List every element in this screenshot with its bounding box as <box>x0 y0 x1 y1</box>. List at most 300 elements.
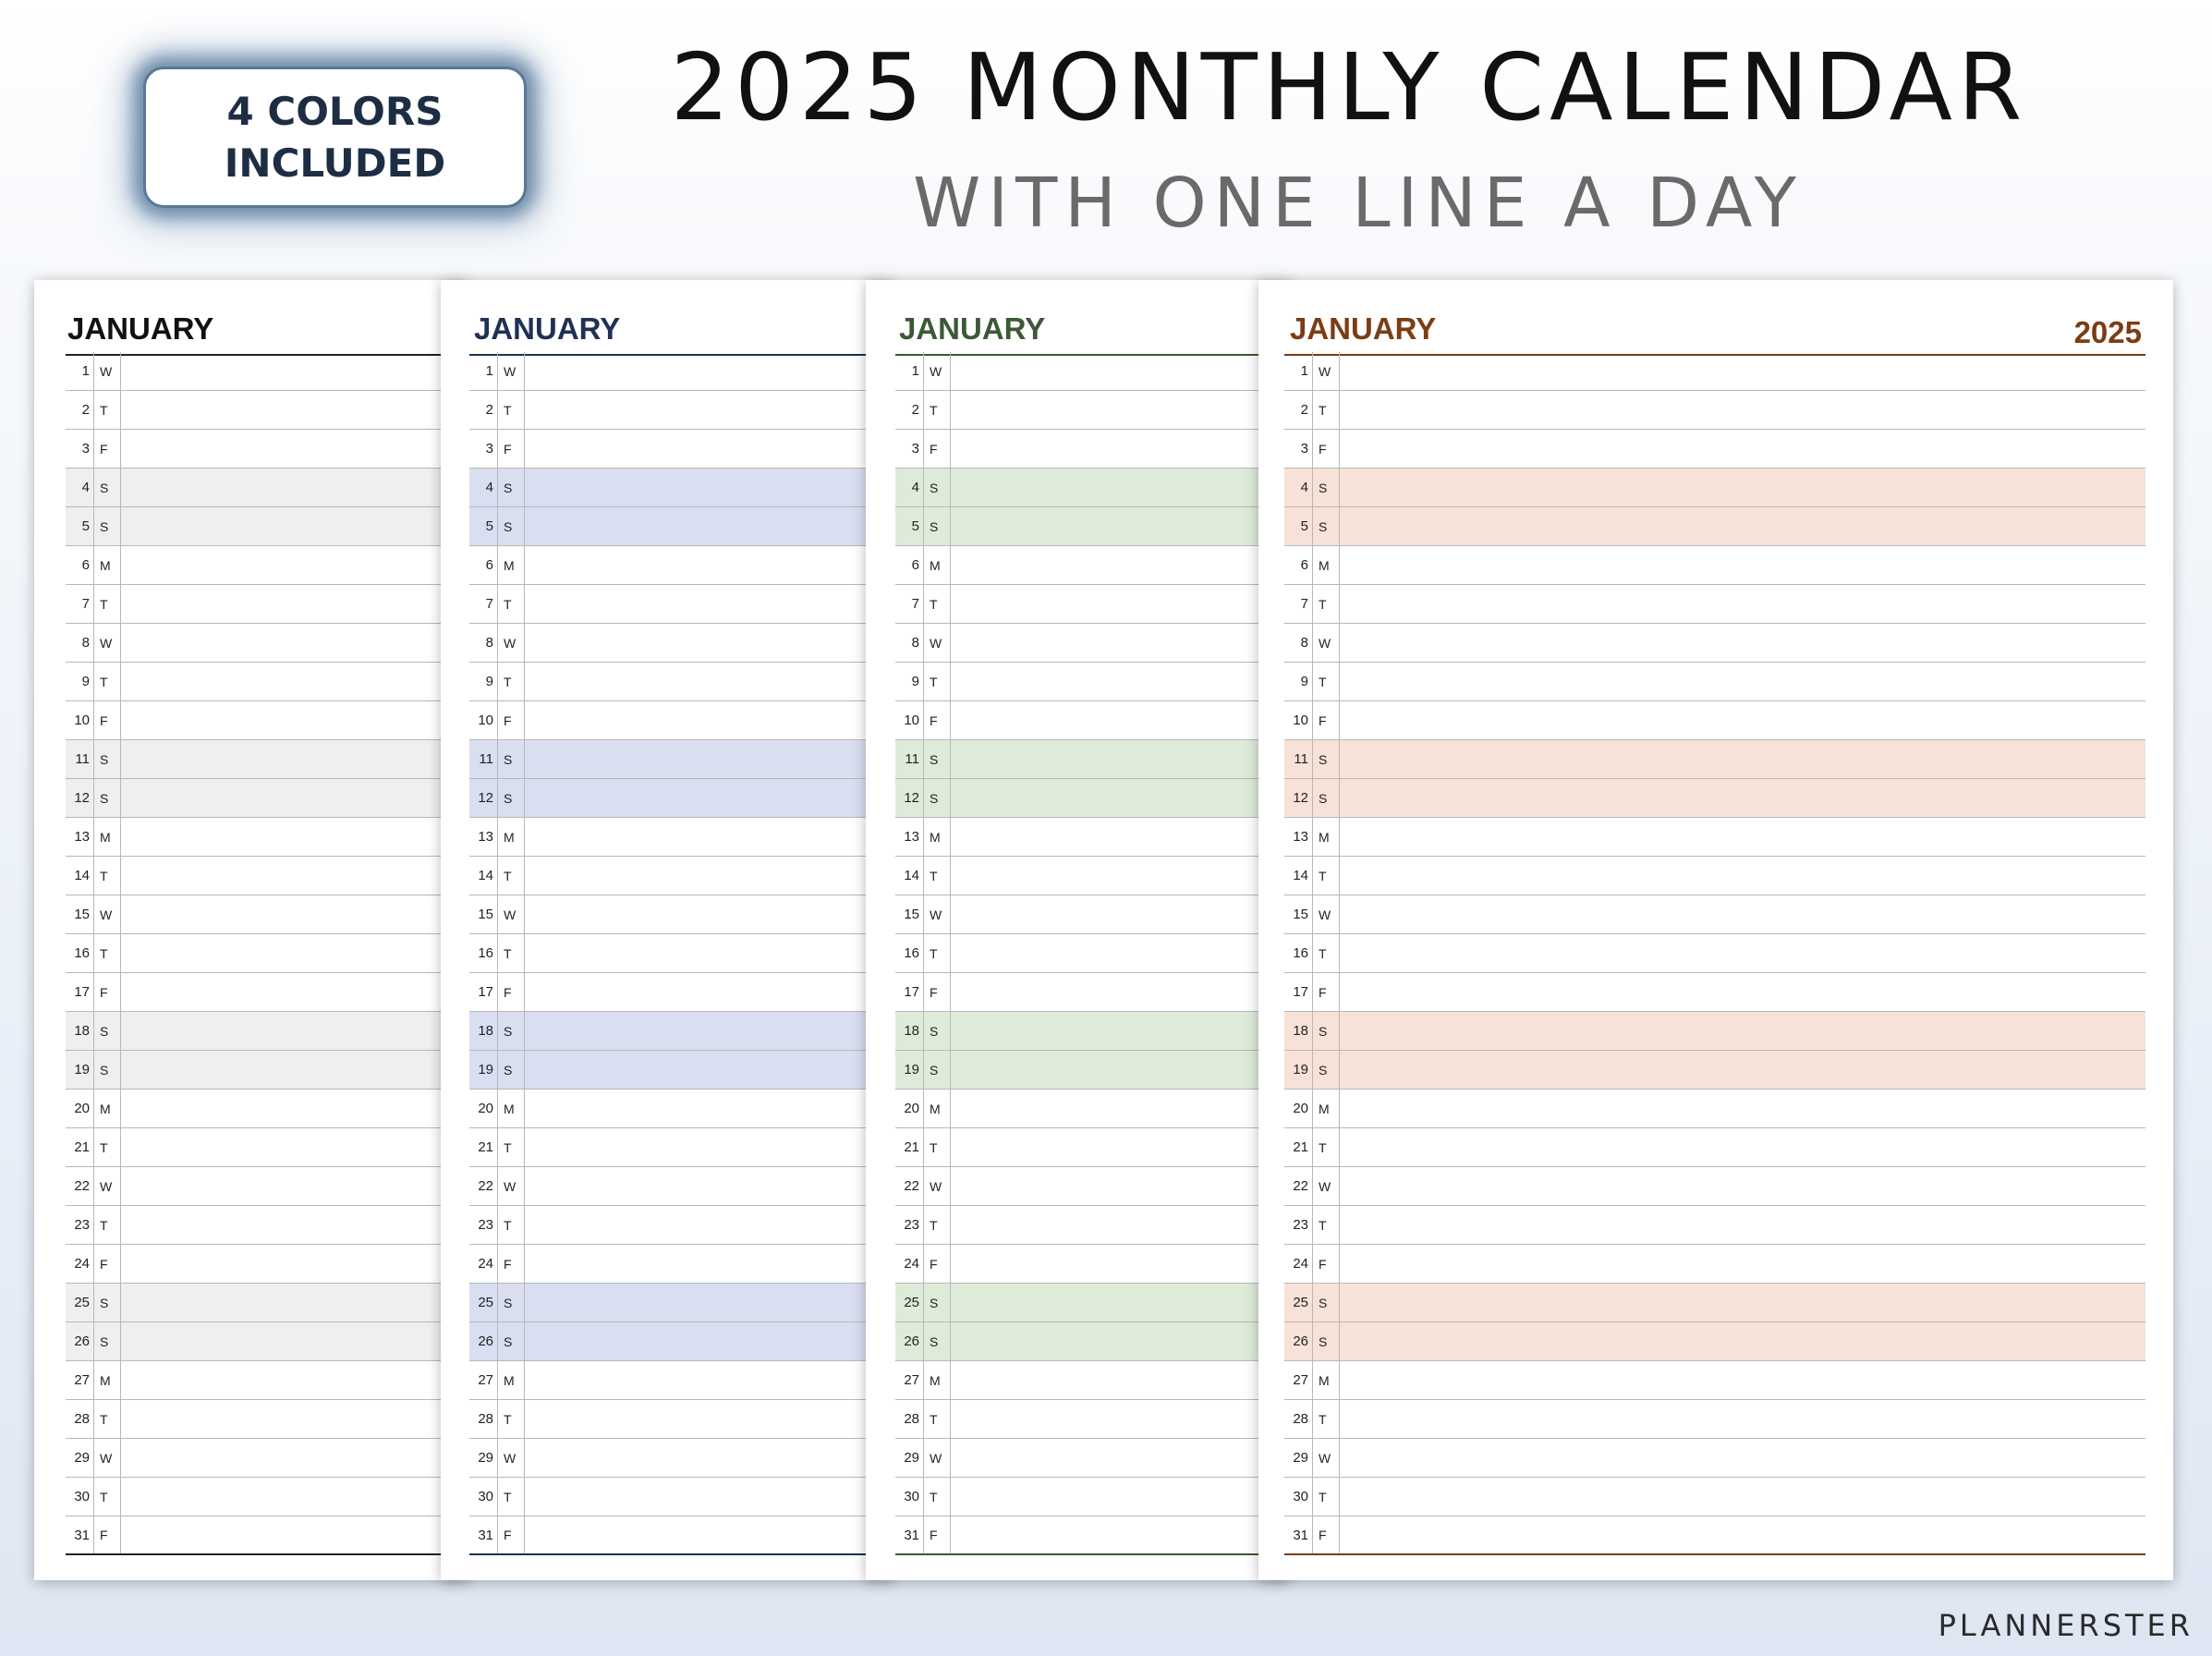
day-row <box>895 740 1291 779</box>
weekday-letter: T <box>1312 934 1340 972</box>
writing-line[interactable] <box>1340 779 2145 817</box>
day-number: 21 <box>478 1139 493 1155</box>
day-row <box>895 1128 1291 1167</box>
writing-line[interactable] <box>951 352 1291 390</box>
weekday-letter: W <box>93 352 121 390</box>
weekday-letter: W <box>497 1439 525 1477</box>
day-number: 31 <box>1293 1527 1308 1543</box>
writing-line[interactable] <box>951 701 1291 739</box>
day-number: 9 <box>911 674 919 689</box>
writing-line[interactable] <box>951 895 1291 933</box>
writing-line[interactable] <box>121 624 468 662</box>
day-number: 7 <box>485 596 493 612</box>
writing-line[interactable] <box>525 740 893 778</box>
weekday-letter: T <box>93 1128 121 1166</box>
writing-line[interactable] <box>121 1516 468 1553</box>
writing-line[interactable] <box>1340 546 2145 584</box>
day-row <box>895 895 1291 934</box>
day-number: 13 <box>74 829 90 845</box>
day-row <box>66 624 468 663</box>
day-number: 29 <box>74 1450 90 1466</box>
day-number: 30 <box>904 1489 919 1504</box>
day-row <box>895 1051 1291 1090</box>
writing-line[interactable] <box>121 507 468 545</box>
writing-line[interactable] <box>1340 1128 2145 1166</box>
writing-line[interactable] <box>525 1439 893 1477</box>
weekday-letter: M <box>93 546 121 584</box>
weekday-letter: T <box>497 1478 525 1516</box>
weekday-letter: S <box>923 779 951 817</box>
writing-line[interactable] <box>1340 585 2145 623</box>
day-row <box>66 1284 468 1322</box>
writing-line[interactable] <box>525 1322 893 1360</box>
day-row <box>469 818 893 857</box>
month-title: JANUARY <box>899 311 1046 346</box>
writing-line[interactable] <box>951 1400 1291 1438</box>
writing-line[interactable] <box>1340 934 2145 972</box>
day-number: 18 <box>74 1023 90 1039</box>
writing-line[interactable] <box>121 934 468 972</box>
writing-line[interactable] <box>951 934 1291 972</box>
weekday-letter: S <box>93 1322 121 1360</box>
writing-line[interactable] <box>951 1128 1291 1166</box>
day-number: 4 <box>81 480 90 495</box>
weekday-letter: S <box>923 1012 951 1050</box>
day-row <box>66 546 468 585</box>
day-number: 17 <box>478 984 493 1000</box>
writing-line[interactable] <box>1340 352 2145 390</box>
weekday-letter: T <box>93 1478 121 1516</box>
writing-line[interactable] <box>1340 857 2145 895</box>
writing-line[interactable] <box>951 430 1291 468</box>
weekday-letter: M <box>497 546 525 584</box>
writing-line[interactable] <box>951 1478 1291 1516</box>
day-number: 24 <box>74 1256 90 1272</box>
day-number: 25 <box>74 1295 90 1310</box>
weekday-letter: T <box>93 663 121 700</box>
writing-line[interactable] <box>951 1284 1291 1321</box>
day-number: 12 <box>1293 790 1308 806</box>
day-number: 26 <box>904 1333 919 1349</box>
writing-line[interactable] <box>1340 469 2145 506</box>
day-number: 5 <box>1300 518 1308 534</box>
writing-line[interactable] <box>1340 895 2145 933</box>
day-row <box>1284 546 2145 585</box>
day-number: 24 <box>904 1256 919 1272</box>
day-row <box>1284 1439 2145 1478</box>
day-number: 30 <box>1293 1489 1308 1504</box>
day-number: 4 <box>1300 480 1308 495</box>
writing-line[interactable] <box>121 1245 468 1283</box>
weekday-letter: F <box>923 973 951 1011</box>
day-row <box>66 1128 468 1167</box>
day-number: 9 <box>1300 674 1308 689</box>
writing-line[interactable] <box>121 546 468 584</box>
weekday-letter: T <box>1312 391 1340 429</box>
writing-line[interactable] <box>1340 1167 2145 1205</box>
writing-line[interactable] <box>951 585 1291 623</box>
weekday-letter: M <box>93 1090 121 1127</box>
day-number: 15 <box>904 907 919 922</box>
day-number: 5 <box>485 518 493 534</box>
weekday-letter: T <box>1312 1478 1340 1516</box>
writing-line[interactable] <box>951 663 1291 700</box>
weekday-letter: T <box>497 585 525 623</box>
weekday-letter: W <box>1312 1167 1340 1205</box>
weekday-letter: T <box>1312 857 1340 895</box>
day-number: 22 <box>478 1178 493 1194</box>
day-row <box>469 1051 893 1090</box>
day-row <box>1284 1478 2145 1516</box>
writing-line[interactable] <box>951 857 1291 895</box>
day-row <box>895 546 1291 585</box>
writing-line[interactable] <box>121 973 468 1011</box>
weekday-letter: T <box>923 585 951 623</box>
weekday-letter: T <box>497 934 525 972</box>
day-number: 21 <box>74 1139 90 1155</box>
sheet-header <box>1284 306 2145 356</box>
writing-line[interactable] <box>121 779 468 817</box>
writing-line[interactable] <box>121 1090 468 1127</box>
month-title: JANUARY <box>474 311 621 346</box>
weekday-letter: F <box>497 430 525 468</box>
writing-line[interactable] <box>525 895 893 933</box>
calendar-sheet-blue <box>441 280 893 1580</box>
weekday-letter: F <box>93 430 121 468</box>
writing-line[interactable] <box>525 1400 893 1438</box>
writing-line[interactable] <box>1340 1051 2145 1089</box>
day-row <box>469 546 893 585</box>
day-row <box>66 818 468 857</box>
day-number: 26 <box>1293 1333 1308 1349</box>
writing-line[interactable] <box>951 1322 1291 1360</box>
writing-line[interactable] <box>1340 1245 2145 1283</box>
day-number: 17 <box>904 984 919 1000</box>
writing-line[interactable] <box>525 391 893 429</box>
weekday-letter: S <box>1312 740 1340 778</box>
weekday-letter: S <box>497 1284 525 1321</box>
day-number: 6 <box>81 557 90 573</box>
day-row <box>1284 1128 2145 1167</box>
page-title: 2025 MONTHLY CALENDAR <box>670 33 2028 141</box>
day-number: 27 <box>74 1372 90 1388</box>
badge-line-2: INCLUDED <box>224 140 446 186</box>
writing-line[interactable] <box>121 391 468 429</box>
writing-line[interactable] <box>1340 740 2145 778</box>
day-number: 22 <box>74 1178 90 1194</box>
writing-line[interactable] <box>951 740 1291 778</box>
day-row <box>895 1206 1291 1245</box>
weekday-letter: T <box>1312 1128 1340 1166</box>
day-number: 14 <box>904 868 919 883</box>
writing-line[interactable] <box>1340 391 2145 429</box>
day-row <box>1284 857 2145 895</box>
day-number: 12 <box>74 790 90 806</box>
day-row <box>1284 1400 2145 1439</box>
day-row <box>469 1090 893 1128</box>
writing-line[interactable] <box>951 1361 1291 1399</box>
badge-line-1: 4 COLORS <box>226 88 444 134</box>
day-row <box>66 1516 468 1555</box>
writing-line[interactable] <box>525 663 893 700</box>
day-row <box>66 934 468 973</box>
day-row <box>66 1051 468 1090</box>
day-row <box>895 1516 1291 1555</box>
day-row <box>469 1400 893 1439</box>
writing-line[interactable] <box>525 352 893 390</box>
day-row <box>895 973 1291 1012</box>
writing-line[interactable] <box>1340 701 2145 739</box>
writing-line[interactable] <box>121 895 468 933</box>
writing-line[interactable] <box>1340 507 2145 545</box>
day-number: 28 <box>904 1411 919 1427</box>
writing-line[interactable] <box>951 1090 1291 1127</box>
writing-line[interactable] <box>951 624 1291 662</box>
weekday-letter: T <box>923 934 951 972</box>
writing-line[interactable] <box>121 818 468 856</box>
writing-line[interactable] <box>121 430 468 468</box>
weekday-letter: T <box>1312 663 1340 700</box>
day-number: 19 <box>904 1062 919 1078</box>
writing-line[interactable] <box>1340 624 2145 662</box>
writing-line[interactable] <box>121 352 468 390</box>
day-number: 10 <box>904 712 919 728</box>
weekday-letter: M <box>923 1090 951 1127</box>
writing-line[interactable] <box>121 1284 468 1321</box>
day-row <box>469 895 893 934</box>
writing-line[interactable] <box>1340 1284 2145 1321</box>
writing-line[interactable] <box>525 507 893 545</box>
writing-line[interactable] <box>525 973 893 1011</box>
writing-line[interactable] <box>951 973 1291 1011</box>
writing-line[interactable] <box>951 1206 1291 1244</box>
writing-line[interactable] <box>525 1206 893 1244</box>
weekday-letter: F <box>923 430 951 468</box>
weekday-letter: T <box>923 857 951 895</box>
writing-line[interactable] <box>525 857 893 895</box>
writing-line[interactable] <box>525 934 893 972</box>
writing-line[interactable] <box>121 701 468 739</box>
weekday-letter: S <box>1312 1284 1340 1321</box>
day-row <box>895 352 1291 391</box>
weekday-letter: S <box>497 1322 525 1360</box>
day-number: 22 <box>904 1178 919 1194</box>
day-number: 18 <box>478 1023 493 1039</box>
writing-line[interactable] <box>1340 1516 2145 1553</box>
writing-line[interactable] <box>121 1322 468 1360</box>
day-number: 13 <box>904 829 919 845</box>
writing-line[interactable] <box>1340 1400 2145 1438</box>
day-number: 13 <box>1293 829 1308 845</box>
writing-line[interactable] <box>525 546 893 584</box>
day-row <box>66 740 468 779</box>
writing-line[interactable] <box>1340 1012 2145 1050</box>
weekday-letter: W <box>93 1167 121 1205</box>
writing-line[interactable] <box>951 507 1291 545</box>
writing-line[interactable] <box>121 1361 468 1399</box>
writing-line[interactable] <box>951 1051 1291 1089</box>
weekday-letter: S <box>93 740 121 778</box>
day-number: 31 <box>478 1527 493 1543</box>
writing-line[interactable] <box>121 1478 468 1516</box>
writing-line[interactable] <box>525 1167 893 1205</box>
weekday-letter: F <box>1312 973 1340 1011</box>
writing-line[interactable] <box>951 391 1291 429</box>
writing-line[interactable] <box>525 1361 893 1399</box>
writing-line[interactable] <box>1340 1478 2145 1516</box>
weekday-letter: S <box>497 779 525 817</box>
weekday-letter: W <box>923 352 951 390</box>
day-number: 25 <box>1293 1295 1308 1310</box>
writing-line[interactable] <box>121 469 468 506</box>
brand-logo-text: PLANNERSTER <box>1938 1608 2194 1643</box>
day-row <box>66 973 468 1012</box>
day-row <box>469 1167 893 1206</box>
day-number: 8 <box>911 635 919 651</box>
day-rows <box>469 352 893 1555</box>
day-row <box>1284 1051 2145 1090</box>
weekday-letter: M <box>1312 1361 1340 1399</box>
day-number: 15 <box>478 907 493 922</box>
day-row <box>1284 1322 2145 1361</box>
writing-line[interactable] <box>121 663 468 700</box>
writing-line[interactable] <box>951 469 1291 506</box>
day-row <box>895 624 1291 663</box>
weekday-letter: W <box>497 1167 525 1205</box>
day-number: 17 <box>74 984 90 1000</box>
day-number: 21 <box>904 1139 919 1155</box>
writing-line[interactable] <box>121 1167 468 1205</box>
day-number: 8 <box>485 635 493 651</box>
writing-line[interactable] <box>121 1206 468 1244</box>
writing-line[interactable] <box>525 701 893 739</box>
weekday-letter: T <box>497 857 525 895</box>
writing-line[interactable] <box>1340 973 2145 1011</box>
writing-line[interactable] <box>525 1128 893 1166</box>
writing-line[interactable] <box>951 1167 1291 1205</box>
weekday-letter: W <box>1312 624 1340 662</box>
writing-line[interactable] <box>951 1245 1291 1283</box>
writing-line[interactable] <box>951 546 1291 584</box>
writing-line[interactable] <box>1340 430 2145 468</box>
writing-line[interactable] <box>121 1400 468 1438</box>
writing-line[interactable] <box>525 818 893 856</box>
writing-line[interactable] <box>1340 1322 2145 1360</box>
weekday-letter: F <box>93 1516 121 1553</box>
weekday-letter: S <box>93 469 121 506</box>
day-row <box>66 1167 468 1206</box>
weekday-letter: F <box>497 973 525 1011</box>
weekday-letter: T <box>923 663 951 700</box>
weekday-letter: M <box>923 546 951 584</box>
day-row <box>469 973 893 1012</box>
day-row <box>469 934 893 973</box>
writing-line[interactable] <box>1340 1439 2145 1477</box>
writing-line[interactable] <box>525 1245 893 1283</box>
day-row <box>895 1322 1291 1361</box>
day-row <box>895 585 1291 624</box>
writing-line[interactable] <box>525 1516 893 1553</box>
day-row <box>895 469 1291 507</box>
weekday-letter: T <box>497 1400 525 1438</box>
writing-line[interactable] <box>121 1012 468 1050</box>
writing-line[interactable] <box>525 585 893 623</box>
writing-line[interactable] <box>121 1051 468 1089</box>
calendar-sheet-green <box>866 280 1291 1580</box>
day-row <box>895 1012 1291 1051</box>
weekday-letter: W <box>93 1439 121 1477</box>
writing-line[interactable] <box>951 1516 1291 1553</box>
writing-line[interactable] <box>121 585 468 623</box>
writing-line[interactable] <box>1340 1090 2145 1127</box>
weekday-letter: F <box>1312 430 1340 468</box>
writing-line[interactable] <box>525 430 893 468</box>
writing-line[interactable] <box>121 1128 468 1166</box>
writing-line[interactable] <box>525 1478 893 1516</box>
day-number: 30 <box>74 1489 90 1504</box>
day-number: 2 <box>81 402 90 418</box>
writing-line[interactable] <box>525 1051 893 1089</box>
day-number: 30 <box>478 1489 493 1504</box>
writing-line[interactable] <box>1340 1206 2145 1244</box>
sheet-header <box>66 306 468 356</box>
day-row <box>1284 1167 2145 1206</box>
writing-line[interactable] <box>951 818 1291 856</box>
day-number: 6 <box>485 557 493 573</box>
writing-line[interactable] <box>525 1284 893 1321</box>
day-row <box>1284 1090 2145 1128</box>
page-subtitle: WITH ONE LINE A DAY <box>913 164 1804 243</box>
writing-line[interactable] <box>121 857 468 895</box>
writing-line[interactable] <box>1340 663 2145 700</box>
writing-line[interactable] <box>525 1012 893 1050</box>
day-row <box>1284 624 2145 663</box>
weekday-letter: W <box>93 624 121 662</box>
writing-line[interactable] <box>121 1439 468 1477</box>
writing-line[interactable] <box>525 469 893 506</box>
calendar-sheet-brown <box>1258 280 2173 1580</box>
day-row <box>469 1516 893 1555</box>
writing-line[interactable] <box>951 779 1291 817</box>
day-row <box>469 779 893 818</box>
weekday-letter: M <box>497 1361 525 1399</box>
weekday-letter: S <box>497 507 525 545</box>
day-row <box>469 701 893 740</box>
writing-line[interactable] <box>951 1012 1291 1050</box>
day-number: 4 <box>911 480 919 495</box>
weekday-letter: S <box>497 469 525 506</box>
day-number: 1 <box>911 363 919 379</box>
day-number: 20 <box>1293 1101 1308 1116</box>
weekday-letter: W <box>1312 895 1340 933</box>
weekday-letter: F <box>923 1245 951 1283</box>
writing-line[interactable] <box>951 1439 1291 1477</box>
day-row <box>469 624 893 663</box>
writing-line[interactable] <box>121 740 468 778</box>
day-row <box>895 1284 1291 1322</box>
weekday-letter: T <box>1312 1400 1340 1438</box>
weekday-letter: F <box>1312 1516 1340 1553</box>
weekday-letter: S <box>923 1051 951 1089</box>
writing-line[interactable] <box>1340 818 2145 856</box>
writing-line[interactable] <box>525 1090 893 1127</box>
weekday-letter: S <box>923 1322 951 1360</box>
writing-line[interactable] <box>525 779 893 817</box>
writing-line[interactable] <box>525 624 893 662</box>
writing-line[interactable] <box>1340 1361 2145 1399</box>
weekday-letter: W <box>497 895 525 933</box>
day-row <box>66 1322 468 1361</box>
